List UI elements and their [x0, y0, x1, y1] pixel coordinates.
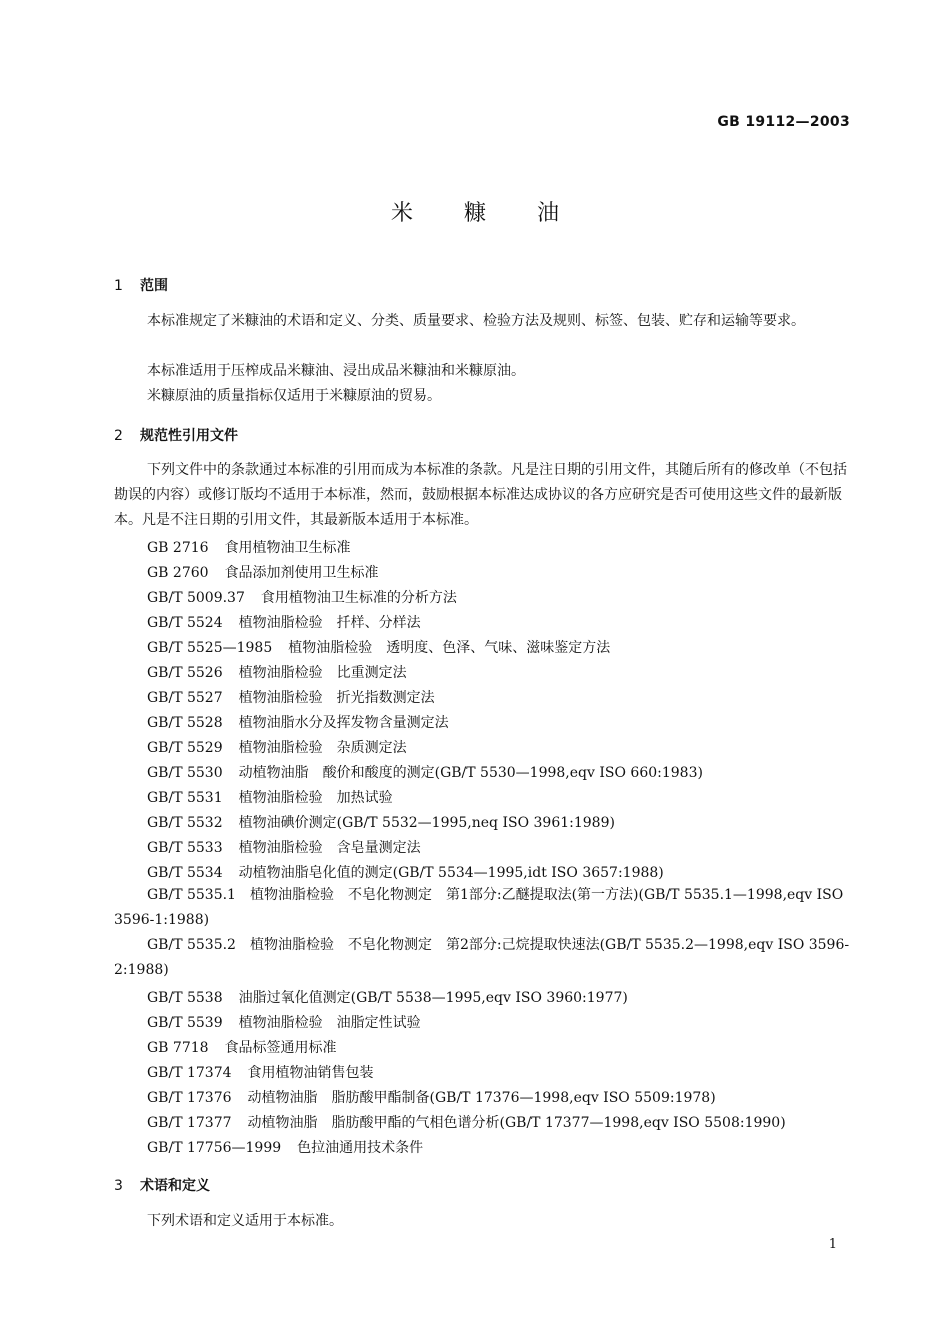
- ref-code: GB/T 5538: [147, 990, 223, 1006]
- ref-code: GB 2716: [147, 540, 209, 556]
- ref-code: GB/T 17374: [147, 1065, 232, 1081]
- ref-title: 动植物油脂 脂肪酸甲酯的气相色谱分析(GB/T 17377—1998,eqv ISO 5508:1990): [247, 1115, 786, 1131]
- ref-code: GB/T 5532: [147, 815, 223, 831]
- ref-item: [147, 612, 421, 632]
- ref-title: 植物油脂检验 透明度、色泽、气味、滋味鉴定方法: [288, 640, 611, 656]
- ref-code: GB/T 17377: [147, 1115, 232, 1131]
- ref-title: 植物油脂检验 含皂量测定法: [238, 840, 421, 856]
- ref-title: 动植物油脂皂化值的测定(GB/T 5534—1995,idt ISO 3657:1988): [238, 865, 664, 881]
- ref-title: 食品添加剂使用卫生标准: [224, 565, 379, 581]
- doc-title: 米 糠 油: [391, 201, 581, 226]
- ref-title: 植物油脂检验 折光指数测定法: [238, 690, 435, 706]
- section-title: 术语和定义: [140, 1178, 210, 1194]
- ref-item-5535-1: GB/T 5535.1 植物油脂检验 不皂化物测定 第1部分:乙醚提取法(第一方法)(GB/T 5535.1—1998,eqv ISO 3596-1:1988): [114, 887, 844, 928]
- ref-title: 植物油脂检验 比重测定法: [238, 665, 407, 681]
- ref-item: [147, 1137, 423, 1157]
- ref-code: GB/T 5530: [147, 765, 223, 781]
- ref-code: GB 2760: [147, 565, 209, 581]
- ref-item: [147, 812, 615, 832]
- section1-heading: [114, 275, 168, 295]
- ref-title: 色拉油通用技术条件: [297, 1140, 424, 1156]
- ref-title: 动植物油脂 酸价和酸度的测定(GB/T 5530—1998,eqv ISO 660:1983): [238, 765, 703, 781]
- section-number: 1: [114, 278, 123, 294]
- ref-code: GB 7718: [147, 1040, 209, 1056]
- ref-title: 植物油脂水分及挥发物含量测定法: [238, 715, 449, 731]
- ref-item: [147, 1012, 421, 1032]
- ref-item: [147, 562, 379, 582]
- ref-item: [147, 862, 664, 882]
- ref-title: 食用植物油销售包装: [247, 1065, 374, 1081]
- ref-item: [147, 687, 435, 707]
- ref-item: [147, 787, 393, 807]
- ref-item: [147, 837, 421, 857]
- section2-heading: [114, 425, 238, 445]
- ref-item-5535-2: GB/T 5535.2 植物油脂检验 不皂化物测定 第2部分:己烷提取快速法(GB/T 5535.2—1998,eqv ISO 3596-2:1988): [114, 937, 850, 978]
- section-title: 规范性引用文件: [140, 428, 238, 444]
- ref-code: GB/T 5534: [147, 865, 223, 881]
- ref-code: GB/T 5526: [147, 665, 223, 681]
- doc-code: GB 19112—2003: [717, 114, 850, 130]
- section3-intro: 下列术语和定义适用于本标准。: [147, 1213, 343, 1229]
- ref-title: 植物油脂检验 杂质测定法: [238, 740, 407, 756]
- ref-item: [147, 762, 703, 782]
- ref-code: GB/T 5009.37: [147, 590, 245, 606]
- ref-code: GB/T 5539: [147, 1015, 223, 1031]
- ref-item: [147, 1087, 716, 1107]
- ref-item: [147, 1112, 786, 1132]
- ref-item: [147, 1037, 337, 1057]
- ref-item: [147, 537, 351, 557]
- section-number: 3: [114, 1178, 123, 1194]
- ref-item: [147, 987, 628, 1007]
- ref-code: GB/T 17756—1999: [147, 1140, 282, 1156]
- ref-title: 油脂过氧化值测定(GB/T 5538—1995,eqv ISO 3960:1977): [238, 990, 628, 1006]
- ref-item: [147, 1062, 374, 1082]
- ref-code: GB/T 5529: [147, 740, 223, 756]
- ref-item: [147, 737, 407, 757]
- ref-title: 食品标签通用标准: [224, 1040, 337, 1056]
- section1-para2: 本标准适用于压榨成品米糠油、浸出成品米糠油和米糠原油。: [147, 363, 525, 379]
- ref-code: GB/T 5525—1985: [147, 640, 273, 656]
- ref-code: GB/T 5533: [147, 840, 223, 856]
- ref-item: [147, 662, 407, 682]
- section-number: 2: [114, 428, 123, 444]
- ref-title: 植物油碘价测定(GB/T 5532—1995,neq ISO 3961:1989): [238, 815, 615, 831]
- section3-heading: [114, 1175, 210, 1195]
- ref-item: [147, 587, 457, 607]
- ref-title: 植物油脂检验 扦样、分样法: [238, 615, 421, 631]
- ref-code: GB/T 5531: [147, 790, 223, 806]
- ref-code: GB/T 17376: [147, 1090, 232, 1106]
- ref-title: 植物油脂检验 油脂定性试验: [238, 1015, 421, 1031]
- ref-title: 植物油脂检验 加热试验: [238, 790, 393, 806]
- ref-code: GB/T 5527: [147, 690, 223, 706]
- ref-code: GB/T 5528: [147, 715, 223, 731]
- ref-title: 食用植物油卫生标准的分析方法: [260, 590, 457, 606]
- ref-code: GB/T 5524: [147, 615, 223, 631]
- ref-title: 食用植物油卫生标准: [224, 540, 351, 556]
- ref-item: [147, 712, 449, 732]
- ref-item: [147, 637, 610, 657]
- section-title: 范围: [140, 278, 168, 294]
- section2-intro: 下列文件中的条款通过本标准的引用而成为本标准的条款。凡是注日期的引用文件，其随后所有的修改单（不包括勘误的内容）或修订版均不适用于本标准，然而，鼓励根据本标准达成协议的各方应研究是否可使用这些文件的最新版本。凡是不注日期的引用文件，其最新版本适用于本标准。: [114, 462, 847, 528]
- page-number: 1: [828, 1237, 837, 1252]
- ref-title: 动植物油脂 脂肪酸甲酯制备(GB/T 17376—1998,eqv ISO 5509:1978): [247, 1090, 716, 1106]
- section1-para1: 本标准规定了米糠油的术语和定义、分类、质量要求、检验方法及规则、标签、包装、贮存和运输等要求。: [147, 313, 805, 329]
- section1-para3: 米糠原油的质量指标仅适用于米糠原油的贸易。: [147, 388, 441, 404]
